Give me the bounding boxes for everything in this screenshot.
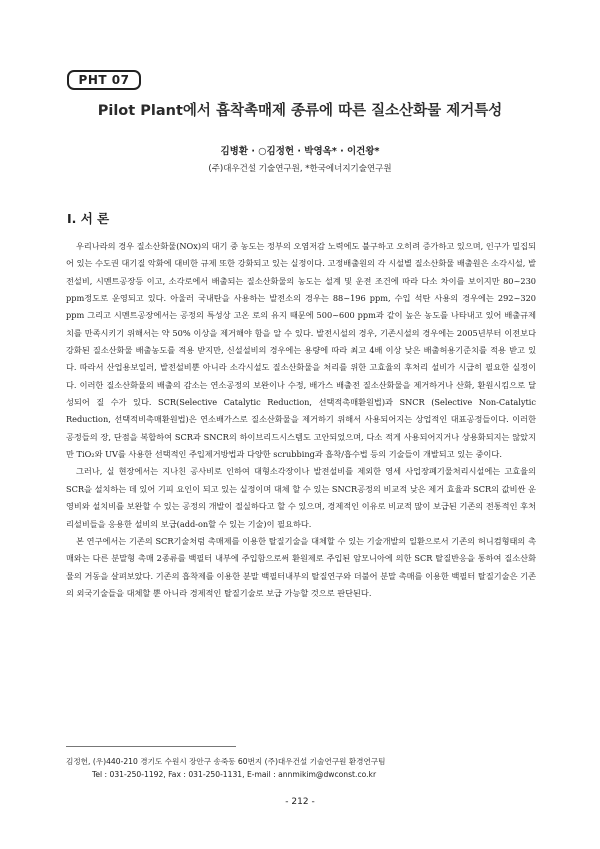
paragraph: 우리나라의 경우 질소산화물(NOx)의 대기 중 농도는 정부의 오염저감 노력에도 불구하고 오히려 증가하고 있으며, 인구가 밀집되어 있는 수도권 대기질 악화에 대비한 규제 또한 강화되고 있는 실정이다. 고정배출원의 각 시설별 질소산화물 배출원은 소각시설, 발전설비, 시멘트공장등 이고, 소각로에서 배출되는 질소산화물의 농도는 설계 및 운전 조건에 따라 다소 차이를 보이지만 80~230 ppm정도로 운영되고 있다. 아울러 국내탄을 사용하는 발전소의 경우는 88~196 ppm, 수입 석탄 사용의 경우에는 292~320 ppm 그리고 시멘트공장에서는 공정의 특성상 고온 로의 유지 때문에 500~600 ppm과 같이 높은 농도를 나타내고 있어 배출규제치를 만족시키기 위해서는 약 50% 이상을 제거해야 함을 알 수 있다. 발전시설의 경우, 기존시설의 경우에는 2005년부터 이전보다 강화된 질소산화물 배출농도를 적용 받지만, 신설설비의 경우에는 용량에 따라 최고 4배 이상 낮은 배출허용기준치를 적용 받고 있다. 따라서 산업용보일러, 발전설비뿐 아니라 소각시설도 질소산화물을 처리를 위한 고효율의 후처리 설비가 시급히 필요한 실정이다. 이러한 질소산화물의 배출의 감소는 연소공정의 보완이나 수정, 배가스 배출전 질소산화물을 제거하거나 산화, 환원시킴으로 달성되어 질 수가 있다. SCR(Selective Catalytic Reduction, 선택적촉매환원법)과 SNCR (Selective Non-Catalytic Reduction, 선택적비촉매환원법)은 연소배가스로 질소산화물을 제거하기 위해서 사용되어지는 상업적인 대표공정들이다. 이러한 공정들의 장, 단점을 복합하여 SCR과 SNCR의 하이브리드시스템도 고안되었으며, 다소 적게 사용되어지거나 상용화되지는 않았지만 TiO₂와 UV를 사용한 선택적인 주입제거방법과 다양한 scrubbing과 흡착/흡수법 등의 기술들이 개발되고 있는 중이다. (66, 241, 536, 460)
footnote (66, 755, 536, 781)
paragraph: 본 연구에서는 기존의 SCR기술처럼 촉매제를 이용한 탈질기술을 대체할 수 있는 기술개발의 일환으로서 기존의 허니컴형태의 촉매와는 다른 분말형 촉매 2종류를 백필터 내부에 주입함으로써 환원제로 주입된 암모니아에 의한 SCR 탈질반응을 통하여 질소산화물의 거동을 살펴보았다. 기존의 흡착제를 이용한 분말 백필터내부의 탈질연구와 더불어 분말 촉매를 이용한 백필터 탈질기술은 기존의 외국기술들을 대체할 뿐 아니라 경제적인 탈질기술로 보급 가능할 것으로 판단된다. (66, 535, 536, 598)
footnote-divider (66, 746, 236, 747)
paragraph: 그러나, 실 현장에서는 지나친 공사비로 인하여 대형소각장이나 발전설비를 제외한 영세 사업장폐기물처리시설에는 고효율의 SCR을 설치하는 데 있어 기피 요인이 되고 있는 실정이며 대체 할 수 있는 SNCR공정의 비교적 낮은 제거 효율과 SCR의 값비싼 운영비와 설치비를 보완할 수 있는 공정의 개발이 절실하다고 할 수 있으며, 경제적인 이유로 비교적 많이 보급된 기존의 전통적인 후처리설비들을 응용한 설비의 보급(add-on할 수 있는 기술)이 필요하다. (66, 466, 536, 529)
footnote-address: 김정헌, (우)440-210 경기도 수원시 장안구 송죽동 60번지 (주)대우건설 기술연구원 환경연구팀 (66, 757, 386, 766)
author-list: 김병환 · ○김정헌 · 박영옥* · 이건왕* (220, 146, 380, 157)
page-number: - 212 - (285, 797, 315, 807)
body-text (66, 238, 536, 602)
affiliation: (주)대우건설 기술연구원, *한국에너지기술연구원 (208, 164, 392, 174)
footnote-contact: Tel : 031-250-1192, Fax : 031-250-1131, E-mail : annmikim@dwconst.co.kr (92, 770, 377, 779)
session-code-badge: PHT 07 (67, 70, 141, 90)
paper-title: Pilot Plant에서 흡착촉매제 종류에 따른 질소산화물 제거특성 (97, 103, 503, 119)
section-heading: I. 서 론 (67, 211, 110, 226)
